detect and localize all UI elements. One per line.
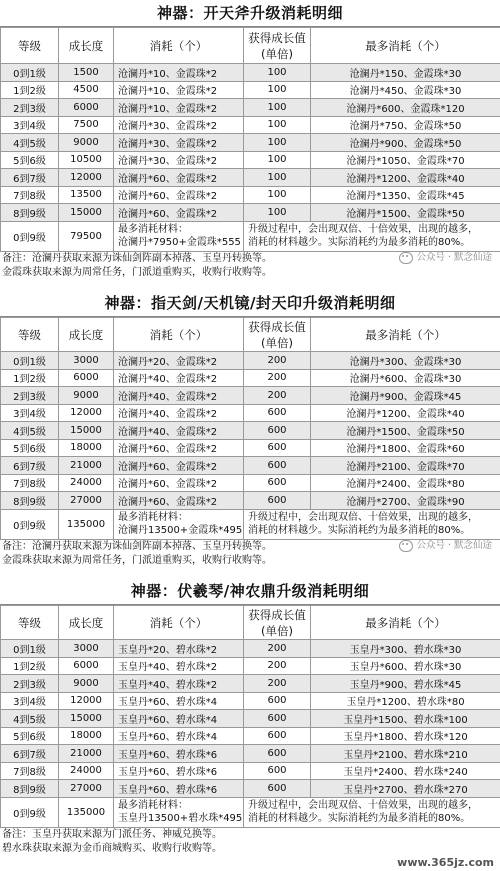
table-row (1, 64, 500, 82)
cell-max: 沧澜丹*600、金霞珠*120 (311, 99, 500, 117)
cell-gain: 600 (244, 439, 311, 457)
table-row (1, 404, 500, 422)
cell-growth: 13500 (59, 186, 114, 204)
cell-level: 7到8级 (1, 186, 59, 204)
cell-gain: 100 (244, 134, 311, 152)
cell-gain: 100 (244, 81, 311, 99)
cell-cost: 玉皇丹*60、碧水珠*6 (114, 762, 244, 780)
cell-gain: 100 (244, 151, 311, 169)
cost-table (0, 317, 500, 540)
cell-growth: 21000 (59, 457, 114, 475)
cell-cost: 玉皇丹*40、碧水珠*2 (114, 657, 244, 675)
table-row (1, 81, 500, 99)
wechat-icon (399, 252, 413, 264)
cell-cost: 玉皇丹*60、碧水珠*4 (114, 710, 244, 728)
cell-cost: 沧澜丹*60、金霞珠*2 (114, 474, 244, 492)
cell-level: 8到9级 (1, 204, 59, 222)
cell-level: 7到8级 (1, 762, 59, 780)
cell-level: 4到5级 (1, 134, 59, 152)
cell-level: 3到4级 (1, 692, 59, 710)
cell-level: 6到7级 (1, 169, 59, 187)
table-row (1, 457, 500, 475)
cell-cost: 玉皇丹*60、碧水珠*6 (114, 745, 244, 763)
table-row (1, 186, 500, 204)
remark-line: 备注：玉皇丹获取来源为门派任务、神威兑换等。 (2, 828, 222, 840)
cell-cost: 沧澜丹*30、金霞珠*2 (114, 116, 244, 134)
header-growth: 成长度 (59, 28, 114, 64)
cell-max: 沧澜丹*750、金霞珠*50 (311, 116, 500, 134)
table-row (1, 474, 500, 492)
cell-level: 2到3级 (1, 99, 59, 117)
table-row (1, 387, 500, 405)
cell-cost: 沧澜丹*60、金霞珠*2 (114, 492, 244, 510)
header-level: 等级 (1, 318, 59, 352)
header-level: 等级 (1, 606, 59, 640)
cell-max: 沧澜丹*1200、金霞珠*40 (311, 169, 500, 187)
cell-cost: 玉皇丹*20、碧水珠*2 (114, 640, 244, 658)
cell-max: 沧澜丹*1500、金霞珠*50 (311, 422, 500, 440)
cell-growth: 18000 (59, 439, 114, 457)
cell-level: 6到7级 (1, 745, 59, 763)
remark-line: 碧水珠获取来源为金币商城购买、收购行收购等。 (2, 842, 222, 854)
cell-max: 玉皇丹*2400、碧水珠*240 (311, 762, 500, 780)
cell-max: 沧澜丹*300、金霞珠*30 (311, 352, 500, 370)
summary-row (1, 221, 500, 251)
header-cost: 消耗（个） (114, 318, 244, 352)
table-row (1, 439, 500, 457)
cell-level: 8到9级 (1, 492, 59, 510)
table-row (1, 134, 500, 152)
section-kaitianfu (0, 0, 500, 280)
cell-cost: 玉皇丹*40、碧水珠*2 (114, 675, 244, 693)
cell-growth: 12000 (59, 692, 114, 710)
cell-gain: 200 (244, 675, 311, 693)
cell-gain: 600 (244, 727, 311, 745)
cell-max: 沧澜丹*1500、金霞珠*50 (311, 204, 500, 222)
cell-growth: 3000 (59, 352, 114, 370)
cell-max: 沧澜丹*2700、金霞珠*90 (311, 492, 500, 510)
cell-cost: 沧澜丹*60、金霞珠*2 (114, 169, 244, 187)
header-gain: 获得成长值 (单倍) (244, 28, 311, 64)
cell-growth: 3000 (59, 640, 114, 658)
cell-level: 1到2级 (1, 81, 59, 99)
cell-cost: 玉皇丹*60、碧水珠*4 (114, 727, 244, 745)
cell-cost: 沧澜丹*30、金霞珠*2 (114, 134, 244, 152)
table-row (1, 710, 500, 728)
cell-gain: 200 (244, 387, 311, 405)
remark-line: 金霞珠获取来源为周常任务，门派道重购买，收购行收购等。 (2, 554, 272, 566)
table-row (1, 422, 500, 440)
cell-max: 玉皇丹*1500、碧水珠*100 (311, 710, 500, 728)
header-max-cost: 最多消耗（个） (311, 318, 500, 352)
cell-level: 1到2级 (1, 657, 59, 675)
cell-gain: 600 (244, 780, 311, 798)
cell-gain: 100 (244, 64, 311, 82)
cell-cost: 沧澜丹*40、金霞珠*2 (114, 369, 244, 387)
table-row (1, 151, 500, 169)
cell-growth: 6000 (59, 657, 114, 675)
summary-growth: 135000 (59, 509, 114, 539)
table-row (1, 169, 500, 187)
section-title: 神器：开天斧升级消耗明细 (0, 0, 500, 27)
header-max-cost: 最多消耗（个） (311, 28, 500, 64)
cell-level: 5到6级 (1, 439, 59, 457)
summary-note: 升级过程中，会出现双倍、十倍效果，出现的越多， 消耗的材料越少。实际消耗约为最多消耗的80%。 (244, 509, 500, 539)
table-row (1, 116, 500, 134)
cell-level: 3到4级 (1, 404, 59, 422)
cell-level: 4到5级 (1, 710, 59, 728)
cell-max: 沧澜丹*1050、金霞珠*70 (311, 151, 500, 169)
header-level: 等级 (1, 28, 59, 64)
cell-growth: 24000 (59, 474, 114, 492)
cell-max: 玉皇丹*2100、碧水珠*210 (311, 745, 500, 763)
cell-max: 沧澜丹*2100、金霞珠*70 (311, 457, 500, 475)
cell-cost: 沧澜丹*40、金霞珠*2 (114, 422, 244, 440)
table-row (1, 492, 500, 510)
cell-level: 7到8级 (1, 474, 59, 492)
summary-row (1, 509, 500, 539)
cell-gain: 100 (244, 99, 311, 117)
cell-max: 玉皇丹*1800、碧水珠*120 (311, 727, 500, 745)
cell-cost: 沧澜丹*40、金霞珠*2 (114, 387, 244, 405)
cell-growth: 21000 (59, 745, 114, 763)
summary-row (1, 797, 500, 827)
table-row (1, 727, 500, 745)
cell-cost: 玉皇丹*60、碧水珠*4 (114, 692, 244, 710)
wechat-icon (399, 540, 413, 552)
cell-gain: 100 (244, 204, 311, 222)
cell-gain: 600 (244, 492, 311, 510)
cell-cost: 沧澜丹*60、金霞珠*2 (114, 204, 244, 222)
cell-level: 5到6级 (1, 727, 59, 745)
cell-gain: 100 (244, 186, 311, 204)
header-growth: 成长度 (59, 318, 114, 352)
cell-growth: 9000 (59, 134, 114, 152)
header-gain: 获得成长值 (单倍) (244, 606, 311, 640)
cell-growth: 27000 (59, 492, 114, 510)
summary-level: 0到9级 (1, 509, 59, 539)
watermark: 公众号 · 默念仙途 (399, 249, 492, 264)
table-row (1, 204, 500, 222)
cell-growth: 27000 (59, 780, 114, 798)
cell-gain: 100 (244, 116, 311, 134)
cell-growth: 15000 (59, 422, 114, 440)
cell-cost: 沧澜丹*10、金霞珠*2 (114, 81, 244, 99)
cell-max: 沧澜丹*1350、金霞珠*45 (311, 186, 500, 204)
remark-line: 金霞珠获取来源为周常任务，门派道重购买，收购行收购等。 (2, 266, 272, 278)
cell-growth: 9000 (59, 387, 114, 405)
table-row (1, 780, 500, 798)
cell-gain: 600 (244, 710, 311, 728)
cell-cost: 沧澜丹*40、金霞珠*2 (114, 404, 244, 422)
section-zhitianjian (0, 290, 500, 568)
summary-growth: 79500 (59, 221, 114, 251)
cell-gain: 600 (244, 692, 311, 710)
cost-table (0, 27, 500, 252)
cell-max: 沧澜丹*2400、金霞珠*80 (311, 474, 500, 492)
cell-max: 沧澜丹*450、金霞珠*30 (311, 81, 500, 99)
cell-gain: 600 (244, 457, 311, 475)
cell-growth: 4500 (59, 81, 114, 99)
header-cost: 消耗（个） (114, 606, 244, 640)
table-row (1, 640, 500, 658)
cell-level: 2到3级 (1, 387, 59, 405)
cell-gain: 200 (244, 352, 311, 370)
summary-level: 0到9级 (1, 221, 59, 251)
cell-max: 玉皇丹*600、碧水珠*30 (311, 657, 500, 675)
cell-gain: 200 (244, 640, 311, 658)
cell-growth: 6000 (59, 369, 114, 387)
summary-note: 升级过程中，会出现双倍、十倍效果，出现的越多， 消耗的材料越少。实际消耗约为最多消耗的80%。 (244, 797, 500, 827)
cell-cost: 沧澜丹*60、金霞珠*2 (114, 439, 244, 457)
site-watermark: www.365jz.com (397, 856, 494, 869)
cell-growth: 12000 (59, 169, 114, 187)
cell-level: 5到6级 (1, 151, 59, 169)
cell-growth: 7500 (59, 116, 114, 134)
cell-gain: 100 (244, 169, 311, 187)
table-row (1, 369, 500, 387)
cell-gain: 200 (244, 657, 311, 675)
summary-note: 升级过程中，会出现双倍、十倍效果，出现的越多， 消耗的材料越少。实际消耗约为最多消耗的80%。 (244, 221, 500, 251)
summary-growth: 135000 (59, 797, 114, 827)
summary-cost: 最多消耗材料： 沧澜丹*7950+金霞珠*555 (114, 221, 244, 251)
cell-growth: 10500 (59, 151, 114, 169)
header-growth: 成长度 (59, 606, 114, 640)
cell-gain: 600 (244, 422, 311, 440)
cell-max: 沧澜丹*1200、金霞珠*40 (311, 404, 500, 422)
table-row (1, 692, 500, 710)
table-row (1, 657, 500, 675)
cell-gain: 600 (244, 745, 311, 763)
cell-cost: 沧澜丹*20、金霞珠*2 (114, 352, 244, 370)
cell-growth: 9000 (59, 675, 114, 693)
cell-gain: 600 (244, 762, 311, 780)
table-row (1, 352, 500, 370)
cell-max: 玉皇丹*2700、碧水珠*270 (311, 780, 500, 798)
cell-max: 沧澜丹*1800、金霞珠*60 (311, 439, 500, 457)
cell-max: 沧澜丹*600、金霞珠*30 (311, 369, 500, 387)
cell-level: 1到2级 (1, 369, 59, 387)
cell-cost: 沧澜丹*10、金霞珠*2 (114, 99, 244, 117)
header-gain: 获得成长值 (单倍) (244, 318, 311, 352)
cost-table (0, 605, 500, 828)
cell-growth: 15000 (59, 204, 114, 222)
cell-cost: 沧澜丹*60、金霞珠*2 (114, 457, 244, 475)
cell-level: 0到1级 (1, 352, 59, 370)
cell-gain: 200 (244, 369, 311, 387)
cell-level: 6到7级 (1, 457, 59, 475)
cell-growth: 15000 (59, 710, 114, 728)
summary-cost: 最多消耗材料： 玉皇丹13500+碧水珠*495 (114, 797, 244, 827)
cell-max: 沧澜丹*900、金霞珠*45 (311, 387, 500, 405)
cell-growth: 24000 (59, 762, 114, 780)
cell-growth: 6000 (59, 99, 114, 117)
cell-growth: 1500 (59, 64, 114, 82)
cell-max: 玉皇丹*300、碧水珠*30 (311, 640, 500, 658)
cell-level: 0到1级 (1, 640, 59, 658)
cell-gain: 600 (244, 404, 311, 422)
watermark: 公众号 · 默念仙途 (399, 537, 492, 552)
cell-level: 0到1级 (1, 64, 59, 82)
cell-max: 沧澜丹*150、金霞珠*30 (311, 64, 500, 82)
cell-level: 8到9级 (1, 780, 59, 798)
cell-level: 4到5级 (1, 422, 59, 440)
cell-cost: 沧澜丹*30、金霞珠*2 (114, 151, 244, 169)
cell-level: 2到3级 (1, 675, 59, 693)
cell-max: 玉皇丹*1200、碧水珠*80 (311, 692, 500, 710)
cell-max: 玉皇丹*900、碧水珠*45 (311, 675, 500, 693)
cell-growth: 12000 (59, 404, 114, 422)
section-title: 神器：伏羲琴/神农鼎升级消耗明细 (0, 578, 500, 605)
header-max-cost: 最多消耗（个） (311, 606, 500, 640)
cell-growth: 18000 (59, 727, 114, 745)
cell-cost: 玉皇丹*60、碧水珠*6 (114, 780, 244, 798)
table-row (1, 745, 500, 763)
summary-level: 0到9级 (1, 797, 59, 827)
table-row (1, 675, 500, 693)
table-row (1, 99, 500, 117)
cell-cost: 沧澜丹*60、金霞珠*2 (114, 186, 244, 204)
header-cost: 消耗（个） (114, 28, 244, 64)
cell-gain: 600 (244, 474, 311, 492)
cell-cost: 沧澜丹*10、金霞珠*2 (114, 64, 244, 82)
remark-line: 备注：沧澜丹获取来源为诛仙剑阵副本掉落、玉皇丹转换等。 (2, 540, 272, 552)
cell-max: 沧澜丹*900、金霞珠*50 (311, 134, 500, 152)
summary-cost: 最多消耗材料： 沧澜丹13500+金霞珠*495 (114, 509, 244, 539)
remark-line: 备注：沧澜丹获取来源为诛仙剑阵副本掉落、玉皇丹转换等。 (2, 252, 272, 264)
cell-level: 3到4级 (1, 116, 59, 134)
table-row (1, 762, 500, 780)
section-fuxiqin (0, 578, 500, 856)
section-title: 神器：指天剑/天机镜/封天印升级消耗明细 (0, 290, 500, 317)
